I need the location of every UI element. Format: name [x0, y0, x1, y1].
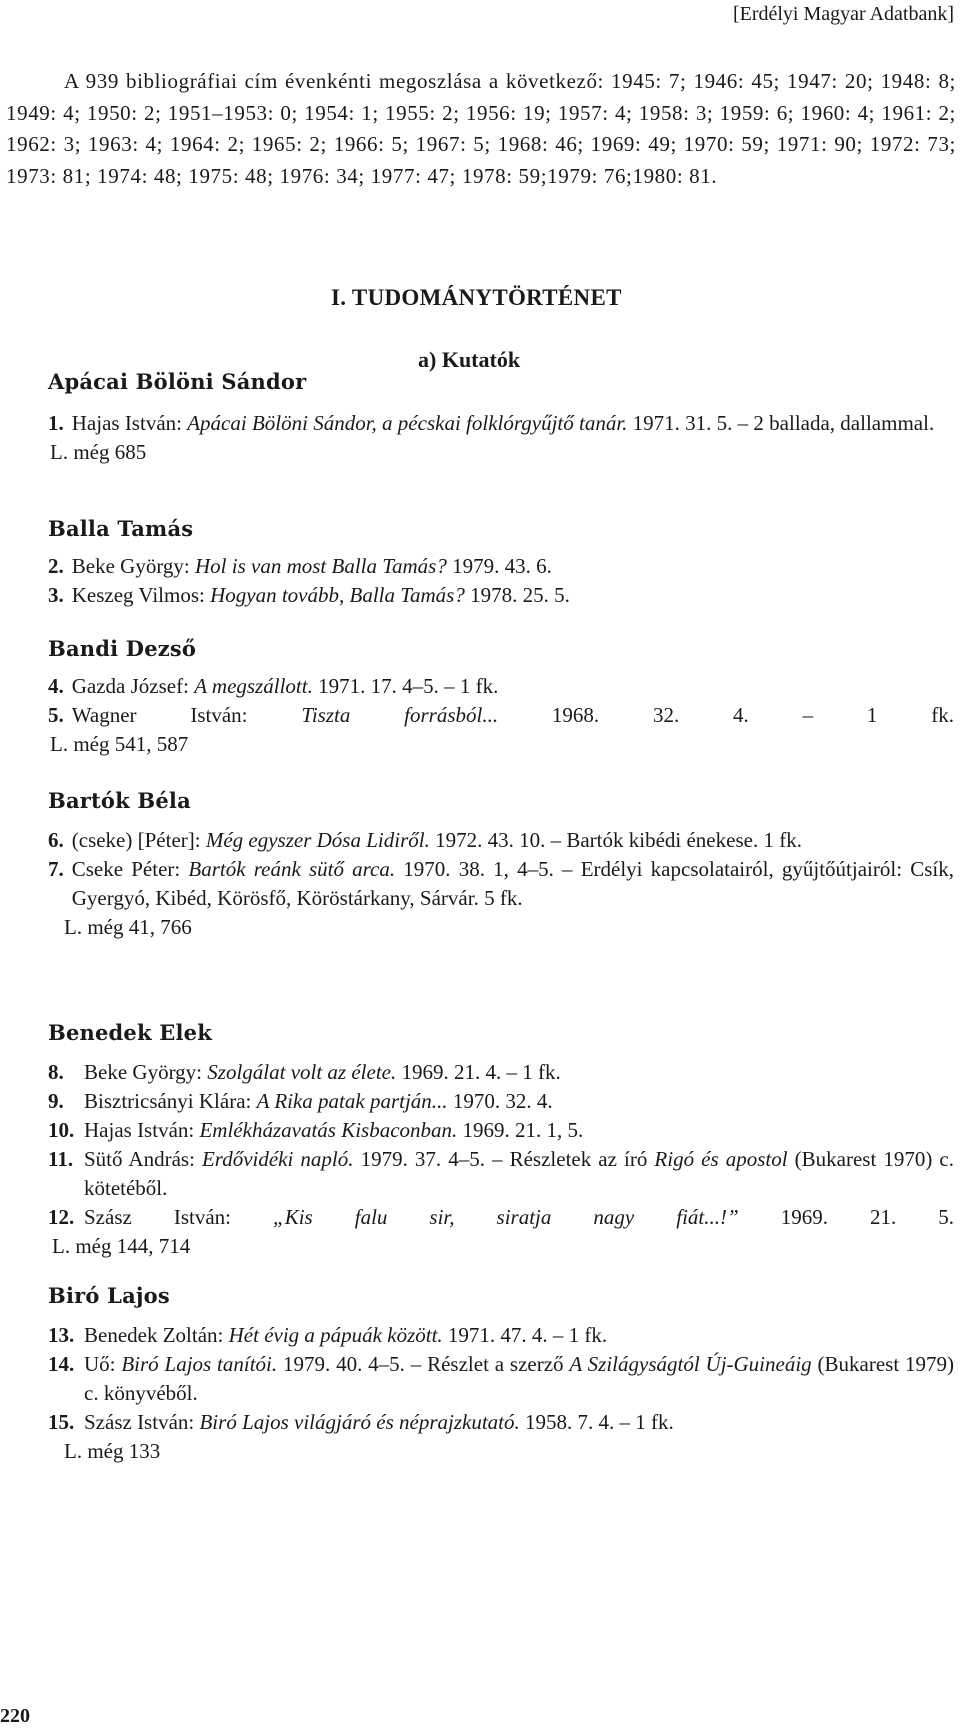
entry — [48, 552, 954, 581]
entry-number: 7. — [48, 857, 64, 881]
section-bartok — [48, 787, 954, 942]
entry — [48, 1116, 954, 1145]
entry — [48, 581, 954, 610]
entry-text: Szász István: „Kis falu sir, siratja nagy fiát...!” 1969. 21. 5. — [84, 1205, 954, 1229]
entry-number: 1. — [48, 411, 64, 435]
entry-text: Hajas István: Emlékházavatás Kisbaconban. 1969. 21. 1, 5. — [84, 1118, 584, 1142]
cross-reference: L. még 144, 714 — [52, 1234, 191, 1258]
entry-text: Beke György: Szolgálat volt az élete. 1969. 21. 4. – 1 fk. — [84, 1060, 561, 1084]
section-apacai — [48, 368, 954, 467]
entry-text: Bisztricsányi Klára: A Rika patak partján... 1970. 32. 4. — [84, 1089, 553, 1113]
section-subtitle: a) Kutatók — [418, 347, 521, 372]
entry-number: 14. — [48, 1352, 75, 1376]
entry-number: 2. — [48, 554, 64, 578]
section-bandi — [48, 635, 954, 759]
section-heading: Benedek Elek — [48, 1020, 212, 1045]
section-heading: Bandi Dezső — [48, 636, 197, 661]
entry — [48, 1058, 954, 1087]
cross-reference: L. még 133 — [64, 1439, 161, 1463]
entry-number: 6. — [48, 828, 64, 852]
entry-number: 12. — [48, 1205, 75, 1229]
entry — [48, 1145, 954, 1203]
source-header: [Erdélyi Magyar Adatbank] — [732, 3, 954, 25]
entry-number: 5. — [48, 703, 64, 727]
chapter-title: I. TUDOMÁNYTÖRTÉNET — [331, 285, 622, 310]
intro-paragraph: A 939 bibliográfiai cím évenkénti megoszlása a következő: 1945: 7; 1946: 45; 1947: 20; 1948: 8; 1949: 4; 1950: 2; 1951–1953: 0; 1954: 1; 1955: 2; 1956: 19; 1957: 4; 1958: 3; 1959: 6; 1960: 4; 1961: 2; 1962: 3; 1963: 4; 1964: 2; 1965: 2; 1966: 5; 1967: 5; 1968: 46; 1969: 49; 1970: 59; 1971: 90; 1972: 73; 1973: 81; 1974: 48; 1975: 48; 1976: 34; 1977: 47; 1978: 59;1979: 76;1980: 81. — [6, 69, 956, 188]
entry — [48, 1203, 954, 1232]
cross-reference: L. még 541, 587 — [50, 732, 189, 756]
entry-number: 9. — [48, 1089, 64, 1113]
entry-text: Wagner István: Tiszta forrásból... 1968. 32. 4. – 1 fk. — [71, 703, 954, 727]
entry — [48, 409, 954, 438]
entry-text: Keszeg Vilmos: Hogyan tovább, Balla Tamás? 1978. 25. 5. — [71, 583, 570, 607]
entry — [48, 1350, 954, 1408]
section-heading: Balla Tamás — [48, 516, 194, 541]
cross-reference: L. még 685 — [50, 440, 147, 464]
entry-number: 11. — [48, 1147, 74, 1171]
section-balla — [48, 515, 954, 610]
section-biro — [48, 1282, 954, 1466]
section-heading: Biró Lajos — [48, 1283, 170, 1308]
entry-text: Cseke Péter: Bartók reánk sütő arca. 1970. 38. 1, 4–5. – Erdélyi kapcsolatairól, gyűjtőútjairól: Csík, Gyergyó, Kibéd, Körösfő, Köröstárkany, Sárvár. 5 fk. — [71, 857, 954, 910]
entry-text: Hajas István: Apácai Bölöni Sándor, a pécskai folklórgyűjtő tanár. 1971. 31. 5. – 2 ballada, dallammal. — [71, 411, 935, 435]
entry-text: Sütő András: Erdővidéki napló. 1979. 37. 4–5. – Részletek az író Rigó és apostol (Bukarest 1970) c. kötetéből. — [84, 1147, 954, 1200]
section-benedek — [48, 1019, 954, 1261]
entry-text: Benedek Zoltán: Hét évig a pápuák között. 1971. 47. 4. – 1 fk. — [84, 1323, 608, 1347]
entry — [48, 1408, 954, 1437]
entry-number: 3. — [48, 583, 64, 607]
entry — [48, 1321, 954, 1350]
cross-reference: L. még 41, 766 — [64, 915, 192, 939]
entry-text: Uő: Biró Lajos tanítói. 1979. 40. 4–5. – Részlet a szerző A Szilágyságtól Új-Guineáig (Bukarest 1979) c. könyvéből. — [84, 1352, 955, 1405]
entry-text: (cseke) [Péter]: Még egyszer Dósa Lidiről. 1972. 43. 10. – Bartók kibédi énekese. 1 fk. — [71, 828, 802, 852]
section-heading: Bartók Béla — [48, 788, 191, 813]
entry-number: 8. — [48, 1060, 64, 1084]
entry-number: 4. — [48, 674, 64, 698]
section-heading: Apácai Bölöni Sándor — [48, 369, 307, 394]
entry-number: 10. — [48, 1118, 75, 1142]
entry — [48, 826, 954, 855]
entry — [48, 855, 954, 913]
entry-text: Szász István: Biró Lajos világjáró és néprajzkutató. 1958. 7. 4. – 1 fk. — [84, 1410, 674, 1434]
entry-number: 15. — [48, 1410, 75, 1434]
entry-text: Gazda József: A megszállott. 1971. 17. 4–5. – 1 fk. — [71, 674, 499, 698]
entry-text: Beke György: Hol is van most Balla Tamás? 1979. 43. 6. — [71, 554, 552, 578]
entry — [48, 672, 954, 701]
entry-number: 13. — [48, 1323, 75, 1347]
entry — [48, 1087, 954, 1116]
page-number: 220 — [0, 1705, 30, 1727]
entry — [48, 701, 954, 730]
